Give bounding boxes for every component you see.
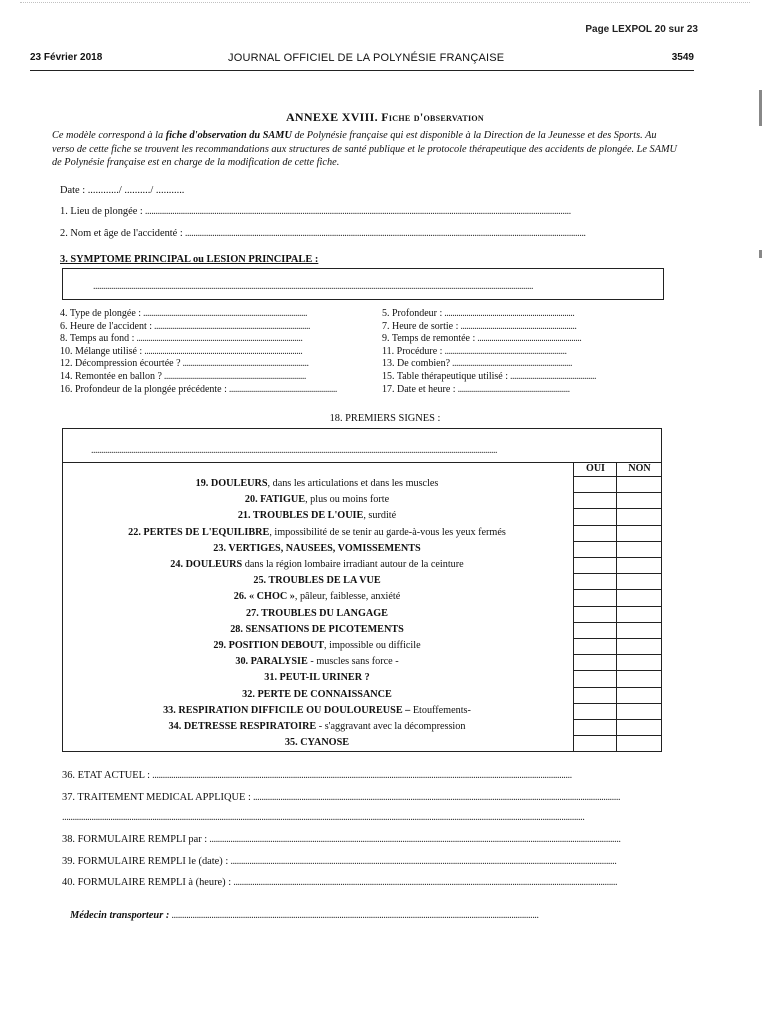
sign-label xyxy=(63,622,571,638)
sign-label-text: - muscles sans force - xyxy=(307,656,399,668)
sign-oui-checkbox[interactable] xyxy=(573,654,617,671)
sign-oui-checkbox[interactable] xyxy=(573,525,617,542)
field-lieu: 1. Lieu de plongée : ........................................................................................................................................................................................................... xyxy=(60,206,571,217)
signs-title: 18. PREMIERS SIGNES : xyxy=(329,413,441,424)
col-non-header: NON xyxy=(616,462,662,476)
field-profondeur: 5. Profondeur : xyxy=(382,308,443,319)
sign-label-bold: 20. FATIGUE xyxy=(244,494,306,506)
field-traitement: 37. TRAITEMENT MEDICAL APPLIQUE : ............................................................................................................................................................................... xyxy=(62,792,621,803)
sign-label-bold: 24. DOULEURS xyxy=(170,559,243,570)
sign-non-checkbox[interactable] xyxy=(616,719,662,736)
sign-label-text: , dans les articulations et dans les muscles xyxy=(267,478,439,489)
scan-edge-mark xyxy=(759,250,762,258)
sign-oui-checkbox[interactable] xyxy=(573,508,617,525)
sign-label-bold: 31. PEUT-IL URINER ? xyxy=(264,672,370,684)
sign-row xyxy=(63,557,661,573)
symptome-box xyxy=(62,268,664,300)
sign-label-bold: 30. PARALYSIE xyxy=(235,656,308,668)
field-heure-accident: 6. Heure de l'accident : xyxy=(60,320,153,332)
sign-oui-checkbox[interactable] xyxy=(573,638,617,655)
field-etat-actuel-label: 36. ETAT ACTUEL : xyxy=(62,770,151,781)
sign-non-checkbox[interactable] xyxy=(616,508,662,525)
field-lieu-label: 1. Lieu de plongée : xyxy=(60,206,143,217)
sign-non-checkbox[interactable] xyxy=(616,573,662,590)
field-remontee-ballon: 14. Remontée en ballon ? xyxy=(60,370,162,382)
sign-non-checkbox[interactable] xyxy=(616,541,662,558)
sign-row xyxy=(63,525,661,541)
sign-label xyxy=(63,476,571,492)
field-rempli-date: 39. FORMULAIRE REMPLI le (date) : ........................................................................................................................................................................................ xyxy=(62,856,617,867)
field-etat-actuel: 36. ETAT ACTUEL : ........................................................................................................................................................................................................ xyxy=(62,770,572,781)
sign-label xyxy=(63,508,571,524)
sign-label-bold: 29. POSITION DEBOUT xyxy=(213,640,325,651)
annexe-intro xyxy=(52,129,677,170)
sign-non-checkbox[interactable] xyxy=(616,492,662,509)
sign-row xyxy=(63,654,661,670)
sign-label-text: , impossibilité de se tenir au garde-à-vous les yeux fermés xyxy=(269,526,506,538)
right-fields: 5. Profondeur : ................................................................. 7. Heure de sortie : .......................................................... 9. Temps de remontée : .................................................... 11. Procédure : ............................................................. 13. De combien? ............................................................ 15. Table thérapeutique utilisé : ........................................... 17. Date et heure : ........................................................ xyxy=(382,308,597,395)
sign-row xyxy=(63,476,661,492)
intro-text-rest: de Polynésie française qui est disponible à la Direction de la Jeunesse et des Sports. Au verso de cette fiche se trouvent les recommandations aux structures de santé publique et le protocole thérapeutique des accidents de plongée. Le SAMU de Polynésie française est en charge de la modification de cette fiche. xyxy=(52,130,677,168)
sign-label xyxy=(63,670,571,686)
field-medecin-label: Médecin transporteur : xyxy=(70,910,170,921)
field-medecin: Médecin transporteur : ............................................................................................................................................................................... xyxy=(70,910,539,921)
sign-label xyxy=(63,735,571,751)
sign-oui-checkbox[interactable] xyxy=(573,541,617,558)
sign-label-bold: 19. DOULEURS xyxy=(195,478,268,489)
sign-label xyxy=(63,719,571,735)
sign-label-bold: 25. TROUBLES DE LA VUE xyxy=(253,575,381,587)
sign-row xyxy=(63,638,661,654)
intro-text: Ce modèle correspond à la xyxy=(52,130,166,141)
sign-oui-checkbox[interactable] xyxy=(573,670,617,687)
header-journal-title: JOURNAL OFFICIEL DE LA POLYNÉSIE FRANÇAISE xyxy=(228,52,505,64)
header-date: 23 Février 2018 xyxy=(30,52,103,63)
date-field: Date : ............/ ........../ ........... xyxy=(60,185,185,196)
field-rempli-par: 38. FORMULAIRE REMPLI par : .................................................................................................................................................................................................... xyxy=(62,834,621,845)
field-nom-age-label: 2. Nom et âge de l'accidenté : xyxy=(60,228,183,239)
signs-notes-dots: ........................................................................................................................................................................................................... xyxy=(91,445,497,456)
sign-label-text: , pâleur, faiblesse, anxiété xyxy=(294,591,401,603)
field-profondeur-precedente: 16. Profondeur de la plongée précédente : xyxy=(60,383,227,395)
sign-non-checkbox[interactable] xyxy=(616,622,662,639)
sign-non-checkbox[interactable] xyxy=(616,525,662,542)
sign-label-bold: 21. TROUBLES DE L'OUIE xyxy=(237,510,364,522)
field-nom-age: 2. Nom et âge de l'accidenté : ............................................................................................................................................................................................... xyxy=(60,228,586,239)
field-temps-fond: 8. Temps au fond : xyxy=(60,333,135,345)
field-rempli-heure-label: 40. FORMULAIRE REMPLI à (heure) : xyxy=(62,877,232,888)
sign-oui-checkbox[interactable] xyxy=(573,735,617,752)
sign-non-checkbox[interactable] xyxy=(616,606,662,623)
sign-row xyxy=(63,670,661,686)
field-temps-remontee: 9. Temps de remontée : xyxy=(382,333,476,345)
sign-label xyxy=(63,541,571,557)
scan-noise-top xyxy=(20,2,750,9)
sign-row xyxy=(63,589,661,605)
sign-label xyxy=(63,525,571,541)
sign-label-bold: 26. « CHOC » xyxy=(233,591,295,603)
field-rempli-par-label: 38. FORMULAIRE REMPLI par : xyxy=(62,834,208,845)
sign-oui-checkbox[interactable] xyxy=(573,492,617,509)
sign-label xyxy=(63,589,571,605)
sign-label-bold: 32. PERTE DE CONNAISSANCE xyxy=(242,688,392,700)
page-badge: Page LEXPOL 20 sur 23 xyxy=(585,24,698,35)
field-de-combien: 13. De combien? xyxy=(382,358,451,370)
sign-row xyxy=(63,541,661,557)
sign-oui-checkbox[interactable] xyxy=(573,703,617,720)
premiers-signes-table xyxy=(62,428,662,752)
sign-row xyxy=(63,735,661,751)
sign-label-text: dans la région lombaire irradiant autour de la ceinture xyxy=(242,559,464,570)
sign-label xyxy=(63,687,571,703)
field-traitement-label: 37. TRAITEMENT MEDICAL APPLIQUE : xyxy=(62,792,251,803)
sign-oui-checkbox[interactable] xyxy=(573,589,617,606)
sign-label xyxy=(63,638,571,654)
signs-notes-area xyxy=(63,429,661,463)
col-oui-header: OUI xyxy=(573,462,617,476)
field-melange: 10. Mélange utilisé : xyxy=(60,345,143,357)
sign-row xyxy=(63,573,661,589)
field-type-plongee: 4. Type de plongée : xyxy=(60,308,142,319)
sign-oui-checkbox[interactable] xyxy=(573,476,617,493)
sign-oui-checkbox[interactable] xyxy=(573,719,617,736)
header-rule xyxy=(30,70,694,71)
sign-non-checkbox[interactable] xyxy=(616,703,662,720)
sign-label-bold: 22. PERTES DE L'EQUILIBRE xyxy=(128,526,270,538)
sign-row xyxy=(63,606,661,622)
sign-label-bold: 33. RESPIRATION DIFFICILE OU DOULOUREUSE – xyxy=(163,704,413,716)
sign-non-checkbox[interactable] xyxy=(616,670,662,687)
journal-header xyxy=(30,52,694,68)
sign-row xyxy=(63,492,661,508)
sign-row xyxy=(63,687,661,703)
sign-non-checkbox[interactable] xyxy=(616,638,662,655)
field-heure-sortie: 7. Heure de sortie : xyxy=(382,320,459,332)
symptome-box-dots: ............................................................................................................................................................................................................................ xyxy=(93,281,533,292)
sign-row xyxy=(63,622,661,638)
sign-label xyxy=(63,654,571,670)
field-date-heure: 17. Date et heure : xyxy=(382,383,456,395)
sign-row xyxy=(63,508,661,524)
sign-oui-checkbox[interactable] xyxy=(573,557,617,574)
sign-label-bold: 27. TROUBLES DU LANGAGE xyxy=(246,607,388,619)
field-table-therapeutique: 15. Table thérapeutique utilisé : xyxy=(382,370,509,382)
sign-row xyxy=(63,719,661,735)
sign-non-checkbox[interactable] xyxy=(616,687,662,704)
annexe-title-sub: Fiche d'observation xyxy=(381,110,485,124)
header-page-number: 3549 xyxy=(671,52,694,63)
sign-label xyxy=(63,492,571,508)
sign-label-text: Etouffements- xyxy=(412,704,471,716)
sign-label xyxy=(63,573,571,589)
annexe-title xyxy=(0,110,770,125)
field-rempli-date-label: 39. FORMULAIRE REMPLI le (date) : xyxy=(62,856,229,867)
sign-oui-checkbox[interactable] xyxy=(573,573,617,590)
sign-label-bold: 23. VERTIGES, NAUSEES, VOMISSEMENTS xyxy=(213,542,421,554)
sign-non-checkbox[interactable] xyxy=(616,654,662,671)
sign-oui-checkbox[interactable] xyxy=(573,687,617,704)
sign-oui-checkbox[interactable] xyxy=(573,606,617,623)
left-fields: 4. Type de plongée : .................................................................................. 6. Heure de l'accident : .............................................................................. 8. Temps au fond : ................................................................................... 10. Mélange utilisé : ............................................................................... 12. Décompression écourtée ? ............................................................... 14. Remontée en ballon ? ....................................................................... 16. Profondeur de la plongée précédente : ...................................................... xyxy=(60,308,337,395)
sign-label xyxy=(63,557,571,573)
field-symptome-label: 3. SYMPTOME PRINCIPAL ou LESION PRINCIPALE : xyxy=(60,254,319,265)
sign-label xyxy=(63,703,571,719)
sign-label-text: , plus ou moins forte xyxy=(305,494,390,506)
field-procedure: 11. Procédure : xyxy=(382,345,443,357)
sign-label-bold: 35. CYANOSE xyxy=(284,737,350,749)
field-decompression: 12. Décompression écourtée ? xyxy=(60,358,181,370)
sign-non-checkbox[interactable] xyxy=(616,589,662,606)
sign-label-bold: 34. DETRESSE RESPIRATOIRE xyxy=(168,721,317,732)
sign-oui-checkbox[interactable] xyxy=(573,622,617,639)
sign-label-text: , impossible ou difficile xyxy=(324,640,421,651)
sign-row xyxy=(63,703,661,719)
annexe-title-main: ANNEXE XVIII. xyxy=(285,110,378,124)
sign-label-text: , surdité xyxy=(363,510,397,522)
sign-non-checkbox[interactable] xyxy=(616,557,662,574)
sign-label-text: - s'aggravant avec la décompression xyxy=(316,721,466,732)
sign-non-checkbox[interactable] xyxy=(616,476,662,493)
sign-non-checkbox[interactable] xyxy=(616,735,662,752)
field-rempli-heure: 40. FORMULAIRE REMPLI à (heure) : ....................................................................................................................................................................................... xyxy=(62,877,618,888)
intro-bold: fiche d'observation du SAMU xyxy=(165,130,292,141)
traitement-continuation-dots: ......................................................................................................................................................................................................................................................... xyxy=(62,812,585,823)
sign-label-bold: 28. SENSATIONS DE PICOTEMENTS xyxy=(230,623,404,635)
sign-label xyxy=(63,606,571,622)
